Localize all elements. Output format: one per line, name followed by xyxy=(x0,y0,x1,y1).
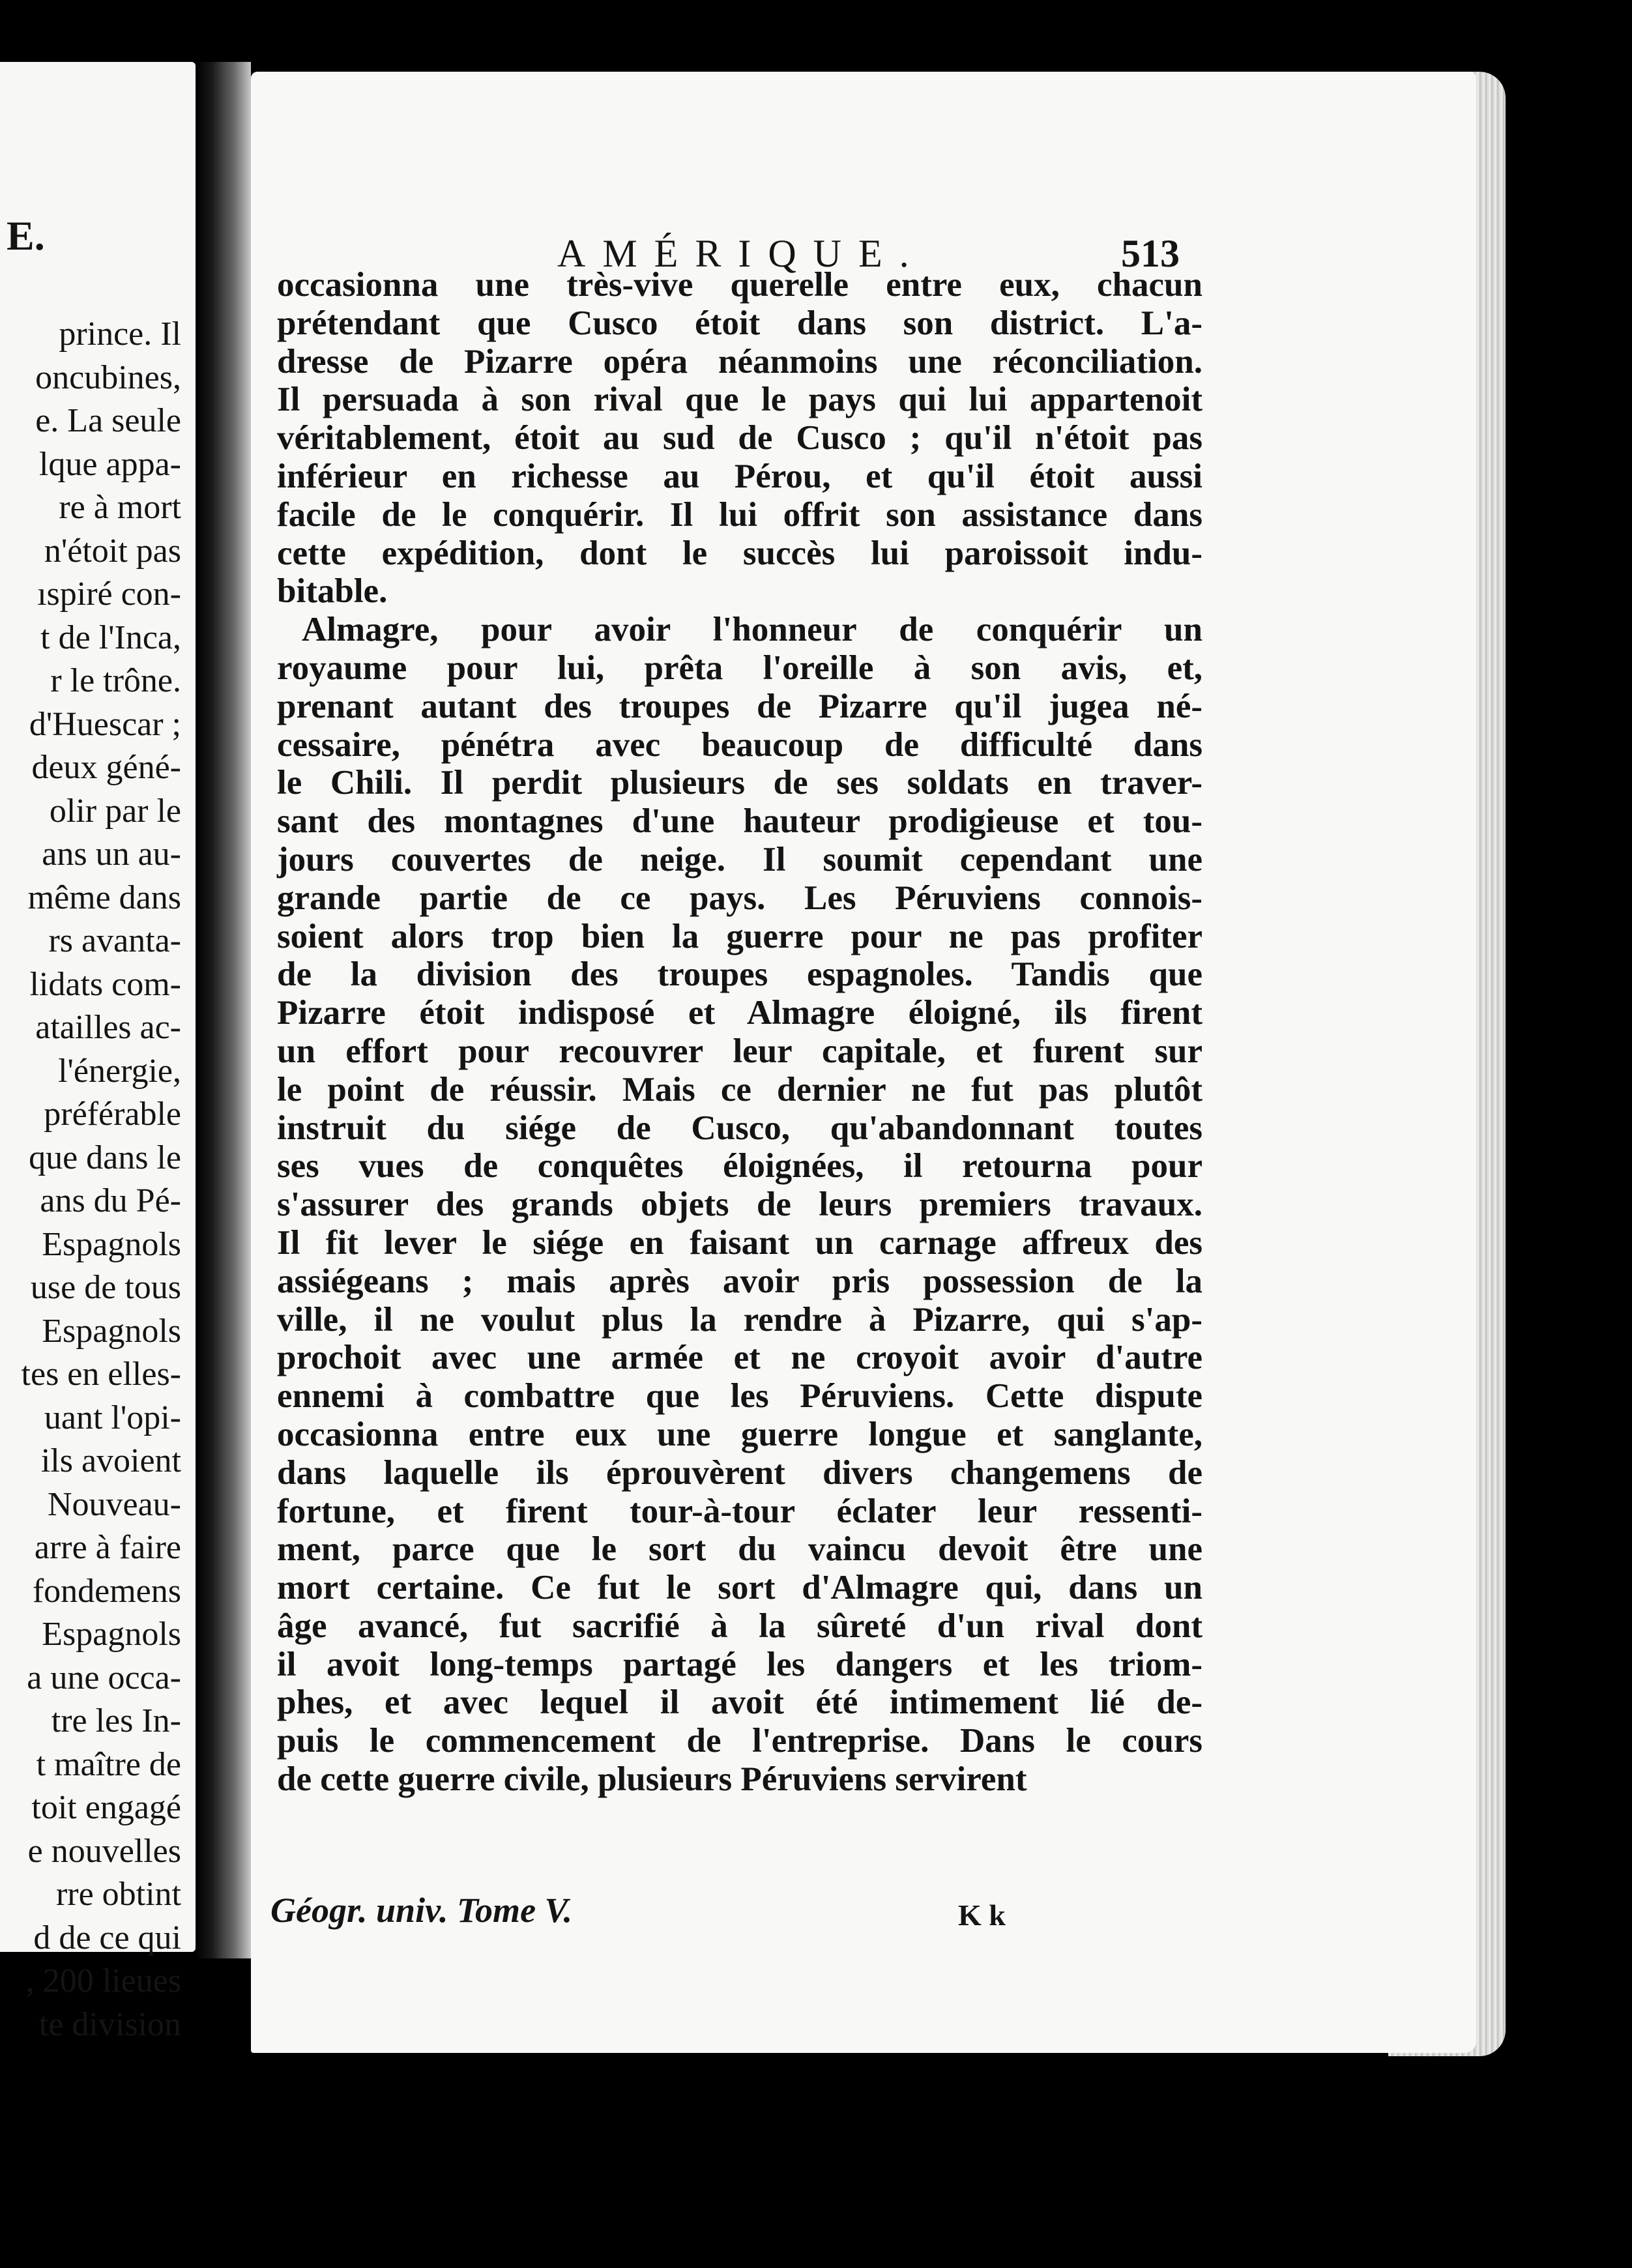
book-page xyxy=(251,72,1476,2053)
text-line: Pizarre étoit indisposé et Almagre éloigné, ils firent xyxy=(277,994,1202,1032)
previous-page-line: r le trône. xyxy=(50,662,181,699)
text-line: dresse de Pizarre opéra néanmoins une réconciliation. xyxy=(277,342,1202,381)
text-line: cessaire, pénétra avec beaucoup de difficulté dans xyxy=(277,725,1202,764)
text-line: un effort pour recouvrer leur capitale, et furent sur xyxy=(277,1032,1202,1070)
text-line: jours couvertes de neige. Il soumit cependant une xyxy=(277,840,1202,879)
gathering-signature: K k xyxy=(958,1898,1006,1932)
text-line: dans laquelle ils éprouvèrent divers changemens de xyxy=(277,1453,1202,1492)
previous-page-line: Nouveau- xyxy=(47,1485,181,1523)
text-line: le point de réussir. Mais ce dernier ne fut pas plutôt xyxy=(277,1070,1202,1109)
text-line: cette expédition, dont le succès lui paroissoit indu- xyxy=(277,534,1202,572)
text-line: assiégeans ; mais après avoir pris possession de la xyxy=(277,1262,1202,1300)
text-line: royaume pour lui, prêta l'oreille à son avis, et, xyxy=(277,648,1202,687)
previous-page-line: n'étoit pas xyxy=(44,532,181,570)
previous-page-line: ils avoient xyxy=(40,1442,181,1479)
text-line: le Chili. Il perdit plusieurs de ses soldats en traver- xyxy=(277,764,1202,802)
previous-page-line: tre les In- xyxy=(51,1702,181,1739)
previous-page-line: Espagnols xyxy=(42,1616,181,1653)
previous-page-line: rs avanta- xyxy=(48,922,181,959)
text-line: occasionna entre eux une guerre longue et sanglante, xyxy=(277,1415,1202,1453)
previous-page-line: re à mort xyxy=(59,489,181,526)
previous-page-line: toit engagé xyxy=(31,1789,181,1826)
text-line: phes, et avec lequel il avoit été intimement lié de- xyxy=(277,1683,1202,1722)
text-line: s'assurer des grands objets de leurs premiers travaux. xyxy=(277,1185,1202,1224)
text-line: soient alors trop bien la guerre pour ne pas profiter xyxy=(277,917,1202,955)
text-line: Almagre, pour avoir l'honneur de conquérir un xyxy=(302,611,1202,649)
text-line: il avoit long-temps partagé les dangers et les triom- xyxy=(277,1645,1202,1683)
previous-page-line: d de ce qui xyxy=(33,1919,181,1956)
signature-mark: Géogr. univ. Tome V. xyxy=(270,1891,573,1930)
text-line: ment, parce que le sort du vaincu devoit être une xyxy=(277,1530,1202,1569)
previous-page-line: a une occa- xyxy=(27,1659,181,1696)
previous-page-line: prince. Il xyxy=(59,315,181,353)
previous-page-line: t de l'Inca, xyxy=(40,618,181,656)
text-line: inférieur en richesse au Pérou, et qu'il étoit aussi xyxy=(277,457,1202,495)
previous-page-line: que dans le xyxy=(29,1139,181,1176)
text-line: mort certaine. Ce fut le sort d'Almagre qui, dans un xyxy=(277,1569,1202,1607)
page-number: 513 xyxy=(1121,232,1180,275)
previous-page-line: fondemens xyxy=(32,1572,181,1610)
previous-page-text xyxy=(0,313,181,2046)
text-line: prétendant que Cusco étoit dans son district. L'a- xyxy=(277,304,1202,342)
text-line: de la division des troupes espagnoles. Tandis que xyxy=(277,955,1202,994)
text-line: bitable. xyxy=(277,572,388,611)
text-line: de cette guerre civile, plusieurs Péruviens servirent xyxy=(277,1760,1027,1799)
text-line: sant des montagnes d'une hauteur prodigieuse et tou- xyxy=(277,802,1202,841)
text-line: ville, il ne voulut plus la rendre à Pizarre, qui s'ap- xyxy=(277,1300,1202,1339)
text-line: fortune, et firent tour-à-tour éclater leur ressenti- xyxy=(277,1492,1202,1530)
previous-page-line: deux géné- xyxy=(31,749,181,786)
text-line: facile de le conquérir. Il lui offrit son assistance dans xyxy=(277,495,1202,534)
text-line: puis le commencement de l'entreprise. Dans le cours xyxy=(277,1722,1202,1760)
previous-page-line: t maître de xyxy=(36,1745,181,1783)
previous-page-line: atailles ac- xyxy=(35,1009,181,1046)
text-line: âge avancé, fut sacrifié à la sûreté d'un rival dont xyxy=(277,1606,1202,1645)
previous-page-line: même dans xyxy=(27,879,181,916)
previous-page-line: ans un au- xyxy=(42,836,181,873)
text-line: Il fit lever le siége en faisant un carnage affreux des xyxy=(277,1223,1202,1262)
previous-page-line: e. La seule xyxy=(35,402,181,439)
text-line: véritablement, étoit au sud de Cusco ; qu'il n'étoit pas xyxy=(277,419,1202,458)
text-line: prochoit avec une armée et ne croyoit avoir d'autre xyxy=(277,1339,1202,1377)
previous-page-line: d'Huescar ; xyxy=(29,705,181,743)
previous-page-line: préférable xyxy=(44,1096,181,1133)
previous-page-header-fragment: E. xyxy=(7,212,45,259)
text-line: ses vues de conquêtes éloignées, il retourna pour xyxy=(277,1147,1202,1185)
text-line: instruit du siége de Cusco, qu'abandonnant toutes xyxy=(277,1109,1202,1147)
previous-page-line: oncubines, xyxy=(35,358,181,396)
previous-page-line: rre obtint xyxy=(55,1876,181,1913)
text-line: Il persuada à son rival que le pays qui lui appartenoit xyxy=(277,381,1202,419)
previous-page-line: Espagnols xyxy=(42,1225,181,1263)
previous-page-line: tes en elles- xyxy=(21,1356,181,1393)
page-footer xyxy=(251,1890,1476,1942)
previous-page-line: lidats com- xyxy=(29,965,181,1003)
book-gutter-shadow xyxy=(196,62,251,1958)
previous-page-line: l'énergie, xyxy=(58,1052,181,1090)
previous-page-line: olir par le xyxy=(49,792,181,830)
previous-page-line: arre à faire xyxy=(34,1529,181,1566)
previous-page-line: use de tous xyxy=(30,1269,181,1306)
text-line: ennemi à combattre que les Péruviens. Cette dispute xyxy=(277,1377,1202,1416)
previous-page-line: ıspiré con- xyxy=(37,575,181,613)
previous-page-line: te division xyxy=(38,2005,181,2043)
previous-page-line: e nouvelles xyxy=(27,1832,181,1870)
previous-page-line: , 200 lieues xyxy=(25,1962,181,1999)
text-line: grande partie de ce pays. Les Péruviens connois- xyxy=(277,879,1202,917)
previous-page-line: Espagnols xyxy=(42,1312,181,1350)
body-text xyxy=(277,266,1202,1799)
previous-page-fragment xyxy=(0,62,196,2043)
running-head: AMÉRIQUE. xyxy=(557,232,926,275)
previous-page-line: uant l'opi- xyxy=(44,1399,181,1436)
previous-page-line: ans du Pé- xyxy=(40,1182,181,1219)
previous-page-line: lque appa- xyxy=(38,445,181,483)
text-line: prenant autant des troupes de Pizarre qu'il jugea né- xyxy=(277,687,1202,725)
text-line: occasionna une très-vive querelle entre eux, chacun xyxy=(277,266,1202,304)
